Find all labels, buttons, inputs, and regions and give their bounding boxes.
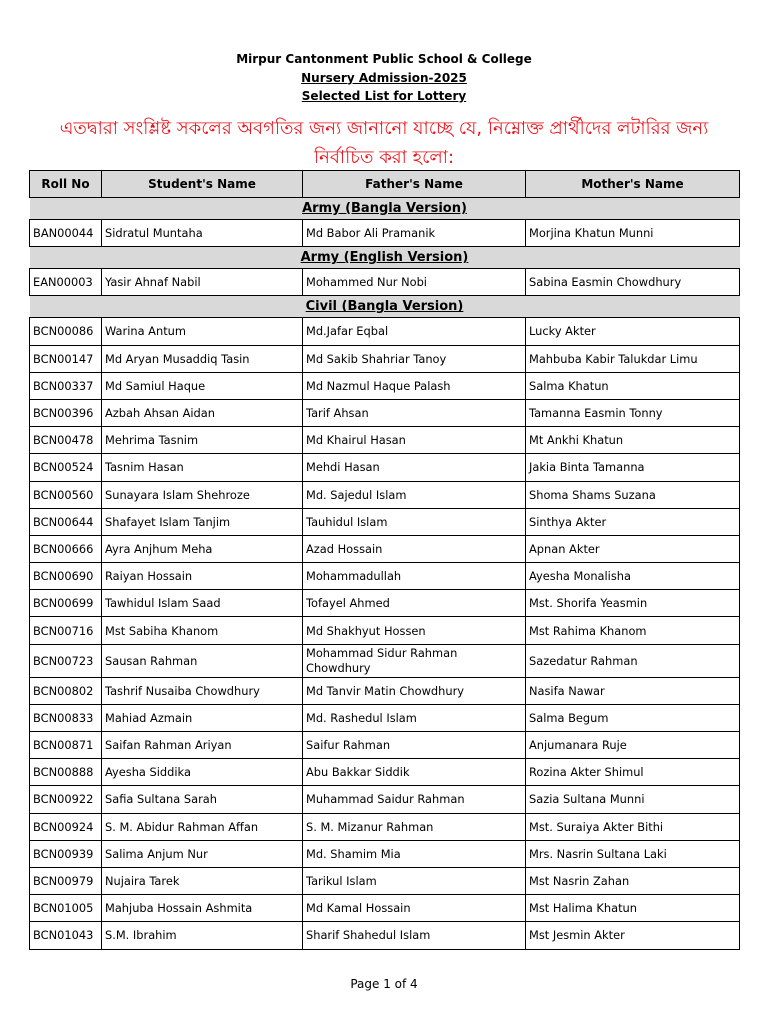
mother-name-cell: Mt Ankhi Khatun [526,427,740,454]
roll-no-cell: BCN01005 [30,895,102,922]
mother-name-cell: Rozina Akter Shimul [526,759,740,786]
institution-name: Mirpur Cantonment Public School & College [236,52,532,66]
student-name-cell: Azbah Ahsan Aidan [102,399,303,426]
roll-no-cell: BCN00644 [30,508,102,535]
father-name-cell: Mehdi Hasan [303,454,526,481]
section-header-cell [30,247,740,269]
student-name-cell: Nujaira Tarek [102,867,303,894]
student-name-cell: Tawhidul Islam Saad [102,590,303,617]
mother-name-cell: Mahbuba Kabir Talukdar Limu [526,345,740,372]
table-row [30,840,740,867]
father-name-cell: Md Babor Ali Pramanik [303,220,526,247]
table-body [30,198,740,950]
student-name-cell: Tashrif Nusaiba Chowdhury [102,677,303,704]
table-row [30,508,740,535]
section-title: Army (Bangla Version) [302,201,467,216]
table-row [30,644,740,677]
section-header-row [30,247,740,269]
mother-name-cell: Salma Begum [526,704,740,731]
table-row [30,895,740,922]
table-row [30,427,740,454]
lottery-notice: এতদ্বারা সংশ্লিষ্ট সকলের অবগতির জন্য জানানো যাচ্ছে যে, নিম্নোক্ত প্রার্থীদের লটারির জন্য নির্বাচিত করা হলো: [59,118,709,168]
section-title: Army (English Version) [300,250,469,266]
student-name-cell: Mehrima Tasnim [102,427,303,454]
section-header-cell [30,296,740,318]
roll-no-cell: BCN01043 [30,922,102,949]
mother-name-cell: Nasifa Nawar [526,677,740,704]
column-header-student-name: Student's Name [102,171,303,198]
table-row [30,563,740,590]
student-name-cell: Md Aryan Musaddiq Tasin [102,345,303,372]
table-row [30,732,740,759]
mother-name-cell: Sinthya Akter [526,508,740,535]
student-name-cell: Mahiad Azmain [102,704,303,731]
table-row [30,813,740,840]
mother-name-cell: Mst Jesmin Akter [526,922,740,949]
student-name-cell: Shafayet Islam Tanjim [102,508,303,535]
father-name-cell: Md. Shamim Mia [303,840,526,867]
mother-name-cell: Mst Nasrin Zahan [526,867,740,894]
roll-no-cell: BCN00939 [30,840,102,867]
father-name-cell: Tarikul Islam [303,867,526,894]
mother-name-cell: Ayesha Monalisha [526,563,740,590]
student-name-cell: Mst Sabiha Khanom [102,617,303,644]
roll-no-cell: BCN00871 [30,732,102,759]
roll-no-cell: BCN00699 [30,590,102,617]
roll-no-cell: BCN00922 [30,786,102,813]
student-name-cell: S. M. Abidur Rahman Affan [102,813,303,840]
table-row [30,220,740,247]
father-name-cell: Tofayel Ahmed [303,590,526,617]
father-name-cell: Tarif Ahsan [303,399,526,426]
father-name-cell: Azad Hossain [303,535,526,562]
table-row [30,617,740,644]
mother-name-cell: Anjumanara Ruje [526,732,740,759]
roll-no-cell: BCN00924 [30,813,102,840]
mother-name-cell: Mst Halima Khatun [526,895,740,922]
table-row [30,318,740,345]
student-name-cell: Yasir Ahnaf Nabil [102,269,303,296]
table-row [30,372,740,399]
father-name-cell: Md Tanvir Matin Chowdhury [303,677,526,704]
list-title: Selected List for Lottery [301,89,467,103]
roll-no-cell: BCN00723 [30,644,102,677]
table-row [30,922,740,949]
table-row [30,786,740,813]
father-name-cell: Sharif Shahedul Islam [303,922,526,949]
page-number: Page 1 of 4 [350,977,418,991]
roll-no-cell: BCN00888 [30,759,102,786]
student-name-cell: Mahjuba Hossain Ashmita [102,895,303,922]
column-header-roll-no: Roll No [30,171,102,198]
mother-name-cell: Mst Rahima Khanom [526,617,740,644]
mother-name-cell: Jakia Binta Tamanna [526,454,740,481]
father-name-cell: Md Khairul Hasan [303,427,526,454]
section-title: Civil (Bangla Version) [305,299,464,315]
mother-name-cell: Tamanna Easmin Tonny [526,399,740,426]
table-row [30,345,740,372]
table-row [30,759,740,786]
roll-no-cell: BCN00690 [30,563,102,590]
roll-no-cell: BCN00716 [30,617,102,644]
student-name-cell: Sunayara Islam Shehroze [102,481,303,508]
mother-name-cell: Salma Khatun [526,372,740,399]
mother-name-cell: Sazedatur Rahman [526,644,740,677]
father-name-cell: Mohammadullah [303,563,526,590]
father-name-cell: S. M. Mizanur Rahman [303,813,526,840]
father-name-cell: Mohammad Sidur Rahman Chowdhury [303,644,526,677]
father-name-cell: Muhammad Saidur Rahman [303,786,526,813]
table-row [30,269,740,296]
mother-name-cell: Morjina Khatun Munni [526,220,740,247]
mother-name-cell: Sazia Sultana Munni [526,786,740,813]
roll-no-cell: BCN00833 [30,704,102,731]
table-row [30,704,740,731]
student-name-cell: Safia Sultana Sarah [102,786,303,813]
roll-no-cell: BCN00337 [30,372,102,399]
student-name-cell: Raiyan Hossain [102,563,303,590]
roll-no-cell: BCN00086 [30,318,102,345]
selected-list-table [29,170,740,950]
father-name-cell: Md. Rashedul Islam [303,704,526,731]
section-header-row [30,296,740,318]
father-name-cell: Md Kamal Hossain [303,895,526,922]
admission-title: Nursery Admission-2025 [301,70,467,85]
mother-name-cell: Sabina Easmin Chowdhury [526,269,740,296]
father-name-cell: Md Sakib Shahriar Tanoy [303,345,526,372]
mother-name-cell: Mst. Shorifa Yeasmin [526,590,740,617]
roll-no-cell: BAN00044 [30,220,102,247]
roll-no-cell: BCN00478 [30,427,102,454]
mother-name-cell: Shoma Shams Suzana [526,481,740,508]
student-name-cell: Ayesha Siddika [102,759,303,786]
roll-no-cell: BCN00979 [30,867,102,894]
roll-no-cell: BCN00666 [30,535,102,562]
father-name-cell: Tauhidul Islam [303,508,526,535]
mother-name-cell: Lucky Akter [526,318,740,345]
student-name-cell: S.M. Ibrahim [102,922,303,949]
student-name-cell: Md Samiul Haque [102,372,303,399]
student-name-cell: Sidratul Muntaha [102,220,303,247]
roll-no-cell: BCN00560 [30,481,102,508]
mother-name-cell: Apnan Akter [526,535,740,562]
roll-no-cell: BCN00147 [30,345,102,372]
student-name-cell: Tasnim Hasan [102,454,303,481]
column-header-father-name: Father's Name [303,171,526,198]
father-name-cell: Mohammed Nur Nobi [303,269,526,296]
roll-no-cell: EAN00003 [30,269,102,296]
mother-name-cell: Mst. Suraiya Akter Bithi [526,813,740,840]
student-name-cell: Sausan Rahman [102,644,303,677]
student-name-cell: Warina Antum [102,318,303,345]
table-row [30,590,740,617]
father-name-cell: Abu Bakkar Siddik [303,759,526,786]
roll-no-cell: BCN00396 [30,399,102,426]
column-header-mother-name: Mother's Name [526,171,740,198]
section-header-cell [30,198,740,220]
father-name-cell: Md.Jafar Eqbal [303,318,526,345]
table-row [30,454,740,481]
document-header [0,50,768,106]
roll-no-cell: BCN00524 [30,454,102,481]
father-name-cell: Md Shakhyut Hossen [303,617,526,644]
roll-no-cell: BCN00802 [30,677,102,704]
table-row [30,677,740,704]
father-name-cell: Md Nazmul Haque Palash [303,372,526,399]
table-header-row [30,171,740,198]
table-row [30,399,740,426]
mother-name-cell: Mrs. Nasrin Sultana Laki [526,840,740,867]
table-row [30,535,740,562]
student-name-cell: Salima Anjum Nur [102,840,303,867]
father-name-cell: Md. Sajedul Islam [303,481,526,508]
student-name-cell: Ayra Anjhum Meha [102,535,303,562]
table-row [30,867,740,894]
table-row [30,481,740,508]
father-name-cell: Saifur Rahman [303,732,526,759]
student-name-cell: Saifan Rahman Ariyan [102,732,303,759]
section-header-row [30,198,740,220]
